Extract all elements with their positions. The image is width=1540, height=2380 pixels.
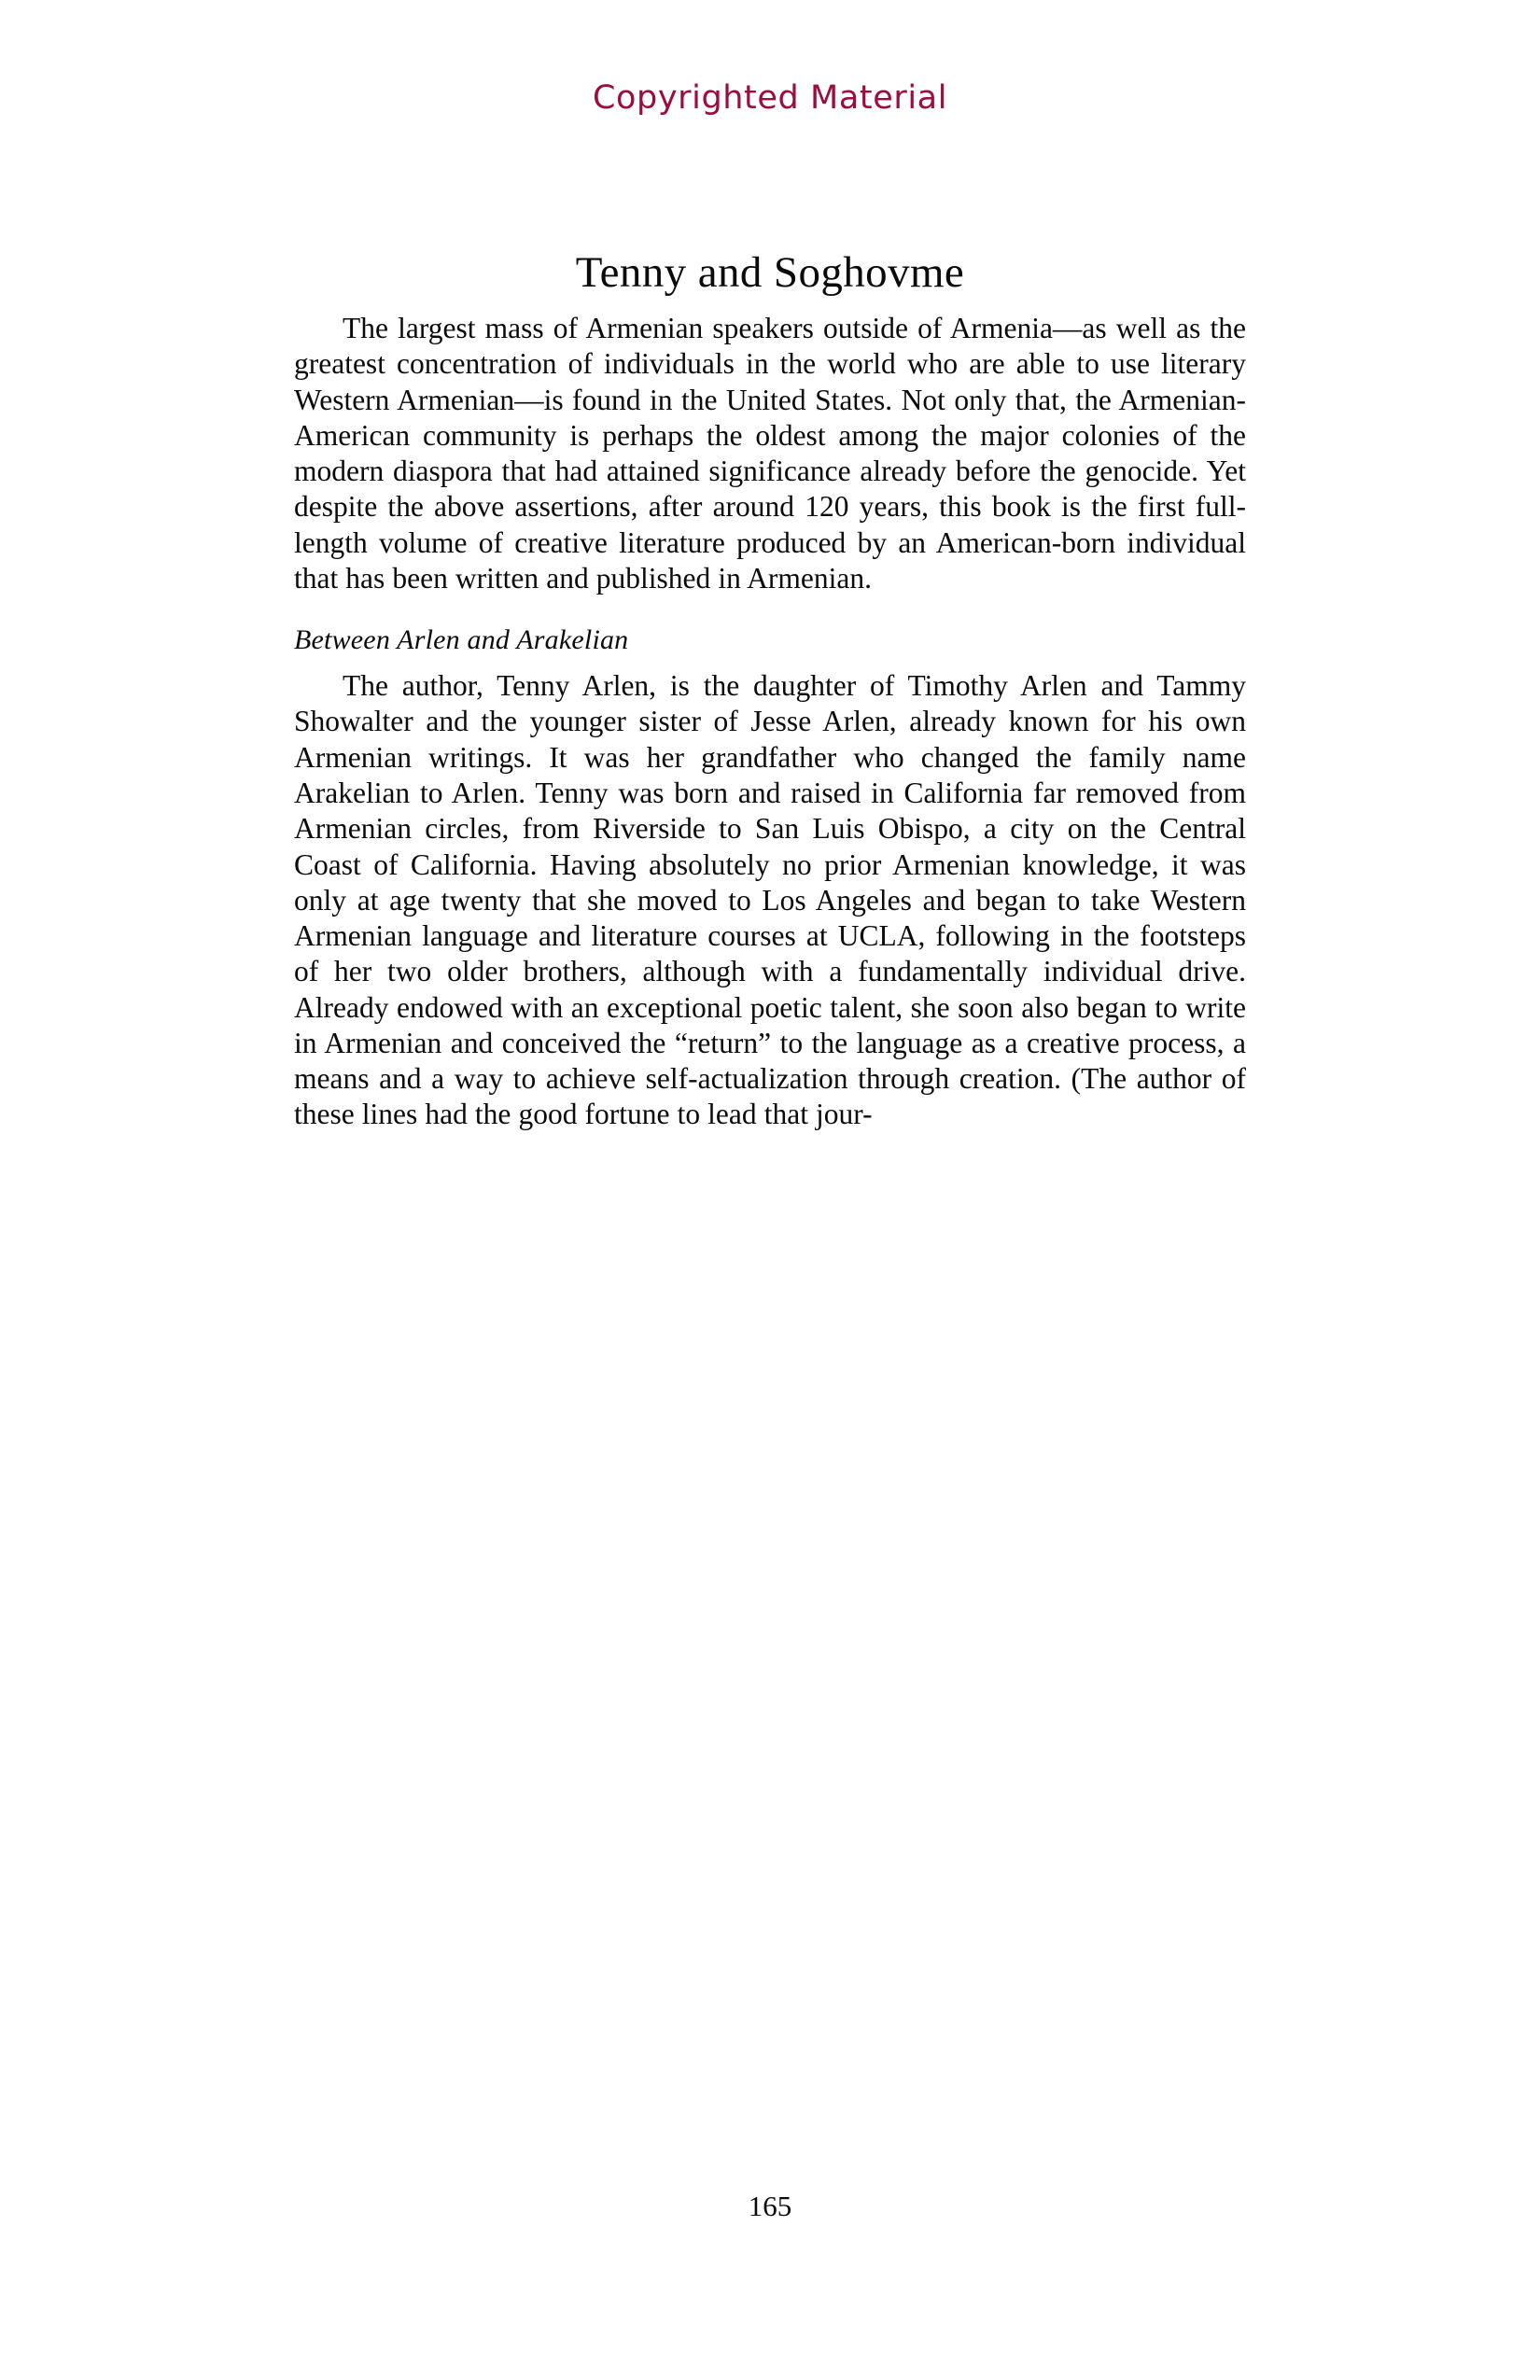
page-content [294,247,1246,1133]
section-subheading: Between Arlen and Arakelian [294,624,629,656]
body-paragraph-2: The author, Tenny Arlen, is the daughter of Timothy Arlen and Tammy Showalter and the younger sister of Jesse Arlen, already known for his own Armenian writings. It was her grandfather who changed the family name Arakelian to Arlen. Tenny was born and raised in California far removed from Armenian circles, from Riverside to San Luis Obispo, a city on the Central Coast of California. Having absolutely no prior Armenian knowledge, it was only at age twenty that she moved to Los Angeles and began to take Western Armenian language and literature courses at UCLA, following in the footsteps of her two older brothers, although with a fundamentally individual drive. Already endowed with an exceptional poetic talent, she soon also began to write in Armenian and conceived the “return” to the language as a creative process, a means and a way to achieve self-actualization through creation. (The author of these lines had the good fortune to lead that jour- [294,669,1246,1131]
copyrighted-material-banner: Copyrighted Material [592,79,948,117]
body-paragraph-1: The largest mass of Armenian speakers outside of Armenia—as well as the greatest concentration of individuals in the world who are able to use literary Western Armenian—is found in the United States. Not only that, the Armenian-American community is perhaps the oldest among the major colonies of the modern diaspora that had attained significance already before the genocide. Yet despite the above assertions, after around 120 years, this book is the first full-length volume of creative literature produced by an American-born individual that has been written and published in Armenian. [294,312,1246,595]
page-number: 165 [748,2190,792,2222]
chapter-title: Tenny and Soghovme [575,248,965,297]
